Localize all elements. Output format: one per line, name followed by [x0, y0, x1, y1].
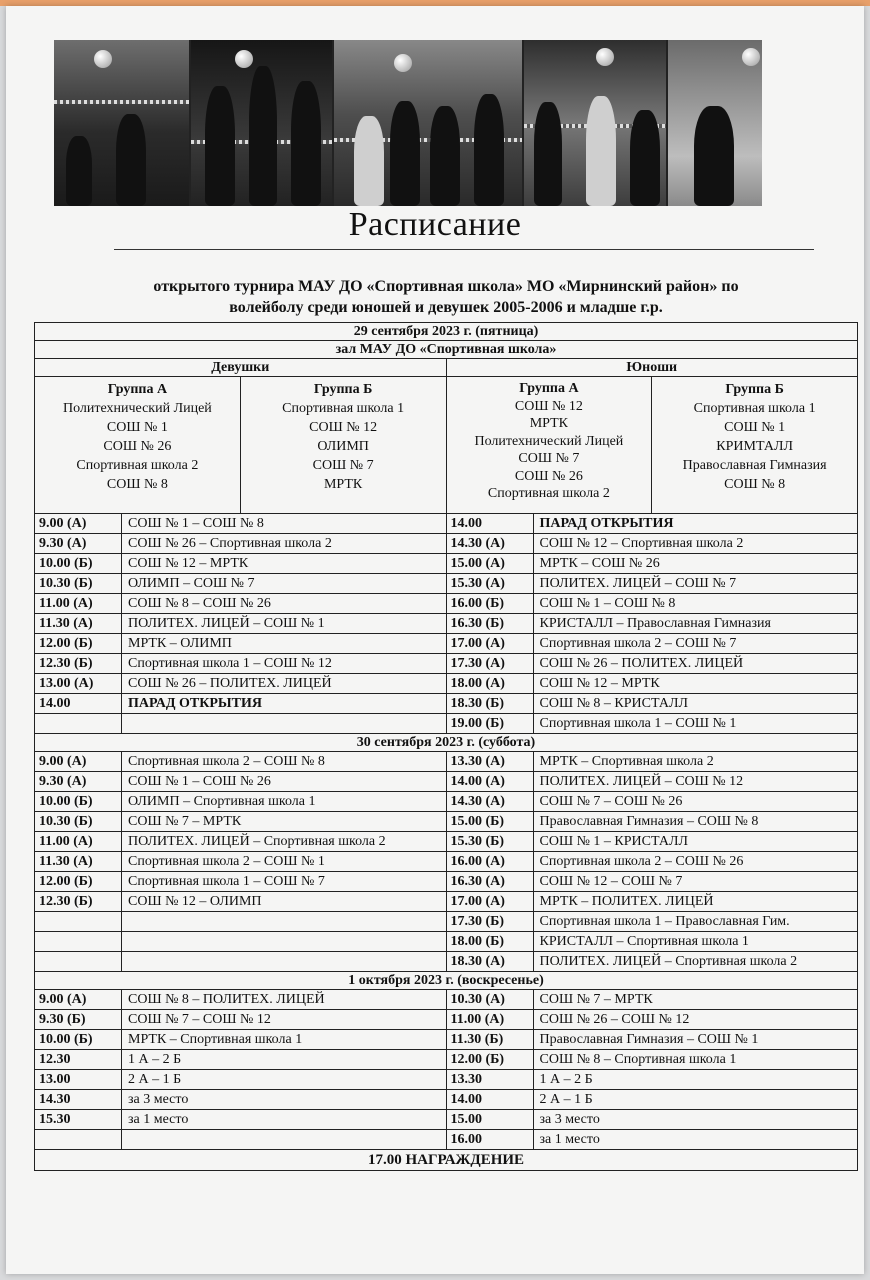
match-teams — [122, 912, 446, 931]
page-title: Расписание — [348, 206, 522, 243]
match-teams: ПОЛИТЕХ. ЛИЦЕЙ – СОШ № 12 — [539, 774, 744, 789]
match-teams: СОШ № 26 – СОШ № 12 — [539, 1012, 690, 1027]
team-name: СОШ № 12 — [514, 398, 583, 414]
schedule-row — [447, 674, 858, 694]
match-time: 13.00 (А) — [35, 674, 122, 693]
match-time: 10.00 (Б) — [35, 1030, 122, 1049]
match-time: 11.30 (Б) — [447, 1030, 534, 1049]
schedule-row — [35, 1070, 446, 1090]
match-time: 17.00 (А) — [447, 892, 534, 911]
day-1-header — [34, 322, 858, 341]
schedule-row — [35, 594, 446, 614]
schedule-row — [35, 872, 446, 892]
schedule-row — [35, 792, 446, 812]
group-title: Группа А — [519, 381, 579, 396]
team-name: СОШ № 26 — [103, 439, 172, 454]
match-time: 16.30 (А) — [447, 872, 534, 891]
schedule-row — [447, 634, 858, 654]
boys-group-a — [446, 377, 652, 513]
girls-group-a — [35, 377, 240, 513]
match-teams: СОШ № 12 – СОШ № 7 — [539, 874, 683, 889]
team-name: СОШ № 1 — [724, 420, 786, 435]
schedule-row — [447, 594, 858, 614]
team-name: СОШ № 1 — [106, 420, 168, 435]
banner-photo-2 — [191, 40, 332, 206]
match-time: 13.30 (А) — [447, 752, 534, 771]
match-teams: СОШ № 7 – МРТК — [539, 992, 653, 1007]
schedule-row — [447, 872, 858, 892]
day-2-left-column — [35, 752, 446, 972]
volleyball-photo-banner — [54, 40, 762, 206]
match-time: 14.00 — [447, 1090, 534, 1109]
schedule-row — [447, 1070, 858, 1090]
team-name: Политехнический Лицей — [474, 433, 624, 449]
schedule-row — [447, 534, 858, 554]
schedule-row — [35, 832, 446, 852]
match-time: 9.30 (А) — [35, 772, 122, 791]
match-time: 17.30 (Б) — [447, 912, 534, 931]
schedule-row — [447, 1130, 858, 1150]
match-teams: СОШ № 26 – ПОЛИТЕХ. ЛИЦЕЙ — [539, 656, 744, 671]
schedule-row — [35, 614, 446, 634]
schedule-row — [447, 832, 858, 852]
match-teams: Православная Гимназия – СОШ № 8 — [539, 814, 759, 829]
match-teams — [122, 1130, 446, 1149]
schedule-row — [35, 534, 446, 554]
match-time: 9.30 (А) — [35, 534, 122, 553]
schedule-row — [447, 1030, 858, 1050]
boys-group-b — [651, 377, 857, 513]
team-name: Спортивная школа 1 — [693, 401, 816, 416]
schedule-row — [35, 694, 446, 714]
match-teams: ПОЛИТЕХ. ЛИЦЕЙ – СОШ № 7 — [539, 576, 737, 591]
match-teams: СОШ № 12 – Спортивная школа 2 — [539, 536, 744, 551]
schedule-sheet — [6, 6, 864, 1274]
match-teams: 2 А – 1 Б — [539, 1092, 593, 1107]
match-time: 14.30 — [35, 1090, 122, 1109]
schedule-row — [35, 1130, 446, 1150]
match-time: 12.30 — [35, 1050, 122, 1069]
group-title: Группа Б — [725, 382, 784, 397]
schedule-row — [447, 1090, 858, 1110]
match-teams: СОШ № 8 – СОШ № 26 — [128, 596, 271, 611]
match-time: 12.30 (Б) — [35, 654, 122, 673]
day-2-right-column — [446, 752, 858, 972]
awards-ceremony: 17.00 НАГРАЖДЕНИЕ — [34, 1150, 858, 1171]
schedule-row — [447, 932, 858, 952]
match-teams: ПОЛИТЕХ. ЛИЦЕЙ – Спортивная школа 2 — [539, 954, 798, 969]
match-time: 17.30 (А) — [447, 654, 534, 673]
match-teams: СОШ № 7 – МРТК — [128, 814, 242, 829]
girls-label: Девушки — [211, 360, 270, 375]
match-time: 10.00 (Б) — [35, 792, 122, 811]
match-time: 15.00 (Б) — [447, 812, 534, 831]
tournament-subtitle — [96, 276, 796, 318]
match-teams: МРТК – Спортивная школа 2 — [539, 754, 714, 769]
team-name: Спортивная школа 1 — [282, 401, 405, 416]
match-time: 17.00 (А) — [447, 634, 534, 653]
schedule-row — [35, 574, 446, 594]
girls-group-b — [240, 377, 446, 513]
match-time — [35, 932, 122, 951]
match-time: 9.00 (А) — [35, 514, 122, 533]
day-3-date: 1 октября 2023 г. (воскресенье) — [348, 973, 544, 988]
day-2-header — [34, 734, 858, 752]
match-teams: за 1 место — [128, 1112, 189, 1127]
day-2-schedule — [34, 752, 858, 972]
match-time: 10.30 (Б) — [35, 574, 122, 593]
schedule-row — [447, 772, 858, 792]
match-time: 10.30 (Б) — [35, 812, 122, 831]
schedule-row — [447, 990, 858, 1010]
match-time: 14.30 (А) — [447, 534, 534, 553]
match-teams: СОШ № 1 – КРИСТАЛЛ — [539, 834, 688, 849]
match-teams: МРТК – СОШ № 26 — [539, 556, 660, 571]
team-name: Спортивная школа 2 — [487, 486, 610, 501]
match-time: 15.30 — [35, 1110, 122, 1129]
schedule-row — [35, 1010, 446, 1030]
day-3-left-column — [35, 990, 446, 1150]
schedule-row — [35, 852, 446, 872]
schedule-row — [35, 990, 446, 1010]
schedule-row — [35, 654, 446, 674]
match-teams: Спортивная школа 2 – СОШ № 8 — [128, 754, 325, 769]
match-teams: СОШ № 7 – СОШ № 12 — [128, 1012, 271, 1027]
match-teams: МРТК – ПОЛИТЕХ. ЛИЦЕЙ — [539, 894, 714, 909]
schedule-row — [447, 812, 858, 832]
schedule-row — [35, 1050, 446, 1070]
schedule-row — [447, 514, 858, 534]
schedule-row — [447, 654, 858, 674]
schedule-row — [35, 714, 446, 734]
subtitle-line-2: волейболу среди юношей и девушек 2005-2006 и младше г.р. — [229, 299, 663, 316]
schedule-row — [35, 752, 446, 772]
venue-label: зал МАУ ДО «Спортивная школа» — [335, 342, 557, 357]
match-teams: 1 А – 2 Б — [539, 1072, 593, 1087]
team-name: СОШ № 7 — [312, 458, 374, 473]
match-time: 14.00 — [447, 514, 534, 533]
match-time: 12.00 (Б) — [35, 872, 122, 891]
banner-photo-4 — [524, 40, 665, 206]
match-time: 13.30 — [447, 1070, 534, 1089]
match-teams: 1 А – 2 Б — [128, 1052, 182, 1067]
banner-photo-3 — [334, 40, 522, 206]
title-divider — [114, 249, 814, 250]
schedule-row — [447, 574, 858, 594]
schedule-row — [35, 812, 446, 832]
match-time: 18.30 (А) — [447, 952, 534, 971]
banner-photo-5 — [668, 40, 762, 206]
group-title: Группа А — [107, 382, 168, 397]
match-time: 16.30 (Б) — [447, 614, 534, 633]
match-time: 12.00 (Б) — [447, 1050, 534, 1069]
groups-row — [34, 377, 858, 514]
subtitle-line-1: открытого турнира МАУ ДО «Спортивная школа» МО «Мирнинский район» по — [153, 278, 739, 295]
match-time: 10.00 (Б) — [35, 554, 122, 573]
match-teams: МРТК – Спортивная школа 1 — [128, 1032, 303, 1047]
match-teams: Спортивная школа 2 – СОШ № 1 — [128, 854, 325, 869]
match-time: 15.30 (Б) — [447, 832, 534, 851]
match-teams: ПАРАД ОТКРЫТИЯ — [539, 516, 674, 531]
match-teams: ОЛИМП – Спортивная школа 1 — [128, 794, 316, 809]
match-teams: ПОЛИТЕХ. ЛИЦЕЙ – СОШ № 1 — [128, 616, 325, 631]
venue-row — [34, 341, 858, 359]
match-teams: Спортивная школа 2 – СОШ № 7 — [539, 636, 737, 651]
match-time: 19.00 (Б) — [447, 714, 534, 733]
match-time: 11.00 (А) — [35, 594, 122, 613]
match-teams: за 1 место — [539, 1132, 600, 1147]
schedule-row — [35, 514, 446, 534]
match-time: 12.00 (Б) — [35, 634, 122, 653]
match-time: 9.30 (Б) — [35, 1010, 122, 1029]
day-1-left-column — [35, 514, 446, 734]
schedule-row — [447, 1050, 858, 1070]
schedule-row — [35, 912, 446, 932]
schedule-row — [447, 752, 858, 772]
schedule-row — [35, 932, 446, 952]
match-teams: Спортивная школа 1 – Православная Гим. — [539, 914, 790, 929]
schedule-table — [34, 322, 858, 1171]
schedule-row — [35, 772, 446, 792]
schedule-row — [447, 614, 858, 634]
schedule-row — [447, 694, 858, 714]
schedule-row — [447, 892, 858, 912]
team-name: ОЛИМП — [317, 439, 369, 454]
day-1-schedule — [34, 514, 858, 734]
schedule-row — [447, 952, 858, 972]
schedule-row — [447, 714, 858, 734]
match-time: 16.00 (А) — [447, 852, 534, 871]
match-teams: СОШ № 12 – МРТК — [128, 556, 249, 571]
match-teams: ПОЛИТЕХ. ЛИЦЕЙ – Спортивная школа 2 — [128, 834, 386, 849]
schedule-row — [447, 554, 858, 574]
team-name: КРИМТАЛЛ — [716, 439, 793, 454]
match-time — [35, 912, 122, 931]
day-1-date: 29 сентября 2023 г. (пятница) — [353, 324, 539, 339]
schedule-row — [35, 674, 446, 694]
match-time: 11.30 (А) — [35, 614, 122, 633]
match-time: 10.30 (А) — [447, 990, 534, 1009]
team-name: МРТК — [323, 477, 363, 492]
match-time: 16.00 (Б) — [447, 594, 534, 613]
match-teams: СОШ № 26 – ПОЛИТЕХ. ЛИЦЕЙ — [128, 676, 332, 691]
match-time: 18.30 (Б) — [447, 694, 534, 713]
match-teams: СОШ № 1 – СОШ № 8 — [128, 516, 264, 531]
schedule-row — [35, 952, 446, 972]
team-name: СОШ № 8 — [724, 477, 786, 492]
match-teams: СОШ № 8 – Спортивная школа 1 — [539, 1052, 737, 1067]
schedule-row — [35, 1090, 446, 1110]
match-teams: 2 А – 1 Б — [128, 1072, 182, 1087]
team-name: СОШ № 8 — [106, 477, 168, 492]
match-time — [35, 1130, 122, 1149]
match-time: 16.00 — [447, 1130, 534, 1149]
match-time: 11.00 (А) — [447, 1010, 534, 1029]
match-time: 15.00 — [447, 1110, 534, 1129]
team-name: СОШ № 26 — [514, 468, 583, 484]
match-teams: СОШ № 7 – СОШ № 26 — [539, 794, 683, 809]
schedule-row — [447, 1010, 858, 1030]
match-time: 18.00 (А) — [447, 674, 534, 693]
schedule-row — [447, 792, 858, 812]
boys-label: Юноши — [446, 359, 858, 376]
schedule-row — [35, 1110, 446, 1130]
match-teams: ОЛИМП – СОШ № 7 — [128, 576, 255, 591]
match-time: 12.30 (Б) — [35, 892, 122, 911]
gender-header-row — [34, 359, 858, 377]
match-time: 11.00 (А) — [35, 832, 122, 851]
team-name: МРТК — [529, 416, 569, 431]
day-1-right-column — [446, 514, 858, 734]
match-teams: СОШ № 8 – КРИСТАЛЛ — [539, 696, 688, 711]
match-time: 14.00 — [35, 694, 122, 713]
schedule-row — [35, 554, 446, 574]
day-3-header — [34, 972, 858, 990]
day-2-date: 30 сентября 2023 г. (суббота) — [356, 735, 536, 750]
match-time: 14.30 (А) — [447, 792, 534, 811]
match-teams: СОШ № 1 – СОШ № 26 — [128, 774, 271, 789]
match-time: 11.30 (А) — [35, 852, 122, 871]
schedule-row — [35, 634, 446, 654]
match-time: 9.00 (А) — [35, 990, 122, 1009]
team-name: Православная Гимназия — [682, 458, 827, 473]
match-teams — [122, 952, 446, 971]
match-time — [35, 952, 122, 971]
match-teams: КРИСТАЛЛ – Спортивная школа 1 — [539, 934, 749, 949]
match-teams: Спортивная школа 1 – СОШ № 7 — [128, 874, 325, 889]
match-teams: СОШ № 12 – ОЛИМП — [128, 894, 262, 909]
match-time: 18.00 (Б) — [447, 932, 534, 951]
match-teams: СОШ № 12 – МРТК — [539, 676, 660, 691]
team-name: СОШ № 12 — [309, 420, 378, 435]
match-teams: Спортивная школа 1 – СОШ № 1 — [539, 716, 737, 731]
match-teams: Православная Гимназия – СОШ № 1 — [539, 1032, 759, 1047]
group-title: Группа Б — [313, 382, 373, 397]
match-time: 14.00 (А) — [447, 772, 534, 791]
schedule-row — [447, 852, 858, 872]
match-time: 9.00 (А) — [35, 752, 122, 771]
match-teams: за 3 место — [539, 1112, 600, 1127]
match-teams: Спортивная школа 1 – СОШ № 12 — [128, 656, 332, 671]
schedule-row — [447, 1110, 858, 1130]
schedule-row — [35, 1030, 446, 1050]
match-teams — [122, 714, 446, 733]
day-3-schedule — [34, 990, 858, 1150]
match-time: 13.00 — [35, 1070, 122, 1089]
team-name: СОШ № 7 — [518, 451, 580, 466]
match-time: 15.00 (А) — [447, 554, 534, 573]
match-time: 15.30 (А) — [447, 574, 534, 593]
match-teams: за 3 место — [128, 1092, 189, 1107]
match-teams — [122, 932, 446, 951]
day-3-right-column — [446, 990, 858, 1150]
match-teams: ПАРАД ОТКРЫТИЯ — [128, 696, 263, 711]
match-teams: СОШ № 26 – Спортивная школа 2 — [128, 536, 332, 551]
match-teams: МРТК – ОЛИМП — [128, 636, 232, 651]
schedule-row — [447, 912, 858, 932]
team-name: Спортивная школа 2 — [76, 458, 199, 473]
schedule-row — [35, 892, 446, 912]
team-name: Политехнический Лицей — [62, 401, 212, 416]
match-teams: СОШ № 1 – СОШ № 8 — [539, 596, 676, 611]
match-time — [35, 714, 122, 733]
match-teams: Спортивная школа 2 – СОШ № 26 — [539, 854, 744, 869]
banner-photo-1 — [54, 40, 189, 206]
match-teams: СОШ № 8 – ПОЛИТЕХ. ЛИЦЕЙ — [128, 992, 325, 1007]
match-teams: КРИСТАЛЛ – Православная Гимназия — [539, 616, 771, 631]
